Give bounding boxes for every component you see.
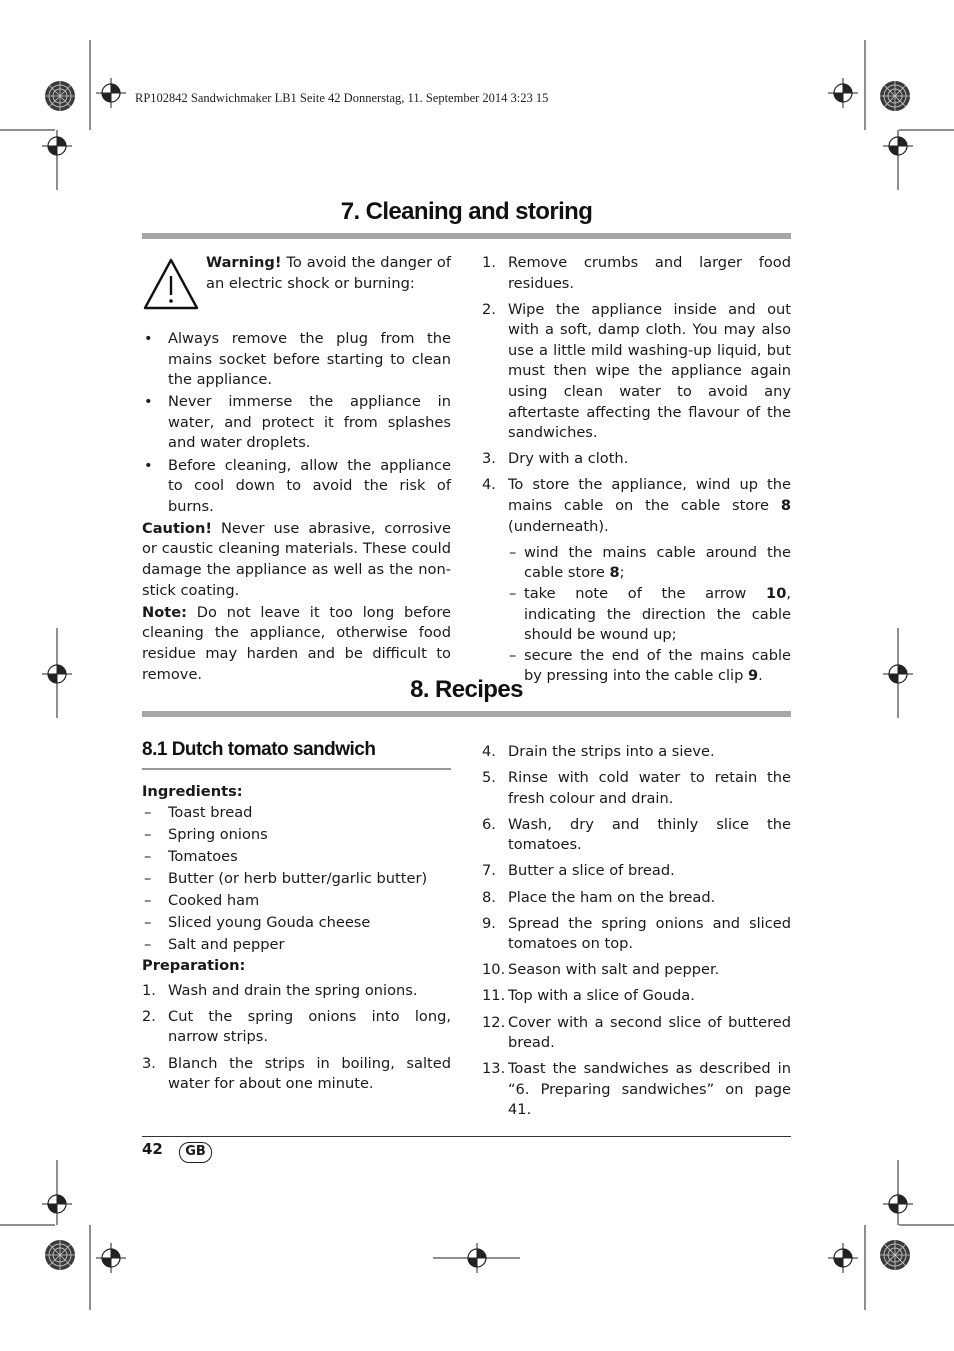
step-item: 1. Remove crumbs and larger food residues. [482,254,791,292]
section-rule [142,711,791,717]
section-title-recipes: 8. Recipes [410,676,523,703]
list-item: – Butter (or herb butter/garlic butter) [144,870,428,888]
registration-mark-icon [42,1189,72,1219]
footer-rule [142,1136,791,1137]
caution-paragraph: Caution! Never use abrasive, corrosive or caustic cleaning materials. These could damage the appliance as well as the non-stick coating. [142,519,451,599]
list-item: – Toast bread [144,804,253,822]
warning-label: Warning! [206,254,282,271]
step-item: 13. Toast the sandwiches as described in “6. Preparing sandwiches” on page 41. [482,1060,791,1119]
warning-text: Warning! To avoid the danger of an electric shock or burning: [206,254,451,292]
step-item: 5. Rinse with cold water to retain the fresh colour and drain. [482,769,791,807]
step-item: 2. Wipe the appliance inside and out with a soft, damp cloth. You may also use a little mild washing-up liquid, but must then wipe the appliance again using clean water to avoid any aftertaste affecting the flavour of the sandwiches. [482,300,791,442]
list-item: – take note of the arrow 10, indicating the direction the cable should be wound up; [509,584,791,644]
list-item: – secure the end of the mains cable by pressing into the cable clip 9. [509,646,791,685]
registration-mark-icon [42,131,72,161]
registration-mark-icon [883,659,913,689]
registration-mark-icon [96,78,126,108]
print-slug: RP102842 Sandwichmaker LB1 Seite 42 Donnerstag, 11. September 2014 3:23 15 [135,91,549,105]
note-paragraph: Note: Do not leave it too long before cleaning the appliance, otherwise food residue may harden and be difficult to remove. [142,603,451,683]
step-item: 3. Blanch the strips in boiling, salted water for about one minute. [142,1054,451,1093]
safety-bullet-list [142,329,451,517]
section-rule [142,233,791,239]
list-item: • Before cleaning, allow the appliance to cool down to avoid the risk of burns. [144,456,451,515]
step-item: 12. Cover with a second slice of buttered bread. [482,1013,791,1052]
list-item: – Spring onions [144,826,268,844]
cleaning-right-column [482,253,791,687]
step-item: 4. To store the appliance, wind up the mains cable on the cable store 8 (underneath). [482,476,791,535]
registration-mark-icon [828,1243,858,1273]
color-target-icon [880,1240,910,1270]
preparation-steps-right [482,742,791,1121]
step-item: 3. Dry with a cloth. [482,450,629,468]
color-target-icon [880,81,910,111]
language-badge: GB [179,1142,212,1163]
registration-mark-icon [96,1243,126,1273]
step-item: 1. Wash and drain the spring onions. [142,981,418,999]
list-item: – Tomatoes [144,848,238,866]
step-item: 7. Butter a slice of bread. [482,862,675,880]
cleaning-steps [482,253,791,537]
registration-mark-icon [42,659,72,689]
list-item: – Salt and pepper [144,936,285,954]
warning-triangle-icon [142,257,200,311]
cleaning-left-column [142,253,451,687]
registration-mark-icon [828,78,858,108]
list-item: • Never immerse the appliance in water, and protect it from splashes and water droplets. [144,393,451,452]
recipe-title: 8.1 Dutch tomato sandwich [142,740,451,770]
list-item: – Sliced young Gouda cheese [144,914,371,932]
list-item: – Cooked ham [144,892,260,910]
step-item: 4. Drain the strips into a sieve. [482,743,715,760]
step-item: 9. Spread the spring onions and sliced tomatoes on top. [482,914,791,953]
list-item: • Always remove the plug from the mains socket before starting to clean the appliance. [144,330,451,389]
step-item: 10. Season with salt and pepper. [482,961,720,979]
recipe-right-column [482,742,791,1127]
note-label: Note: [142,603,187,621]
preparation-heading: Preparation: [142,957,246,975]
registration-mark-icon [883,1189,913,1219]
ingredients-heading: Ingredients: [142,782,243,800]
ingredients-list [142,802,451,956]
recipe-left-column [142,740,451,1100]
warning-block [142,253,451,311]
registration-mark-icon [462,1243,492,1273]
preparation-steps-left [142,981,451,1095]
section-title-cleaning: 7. Cleaning and storing [340,198,593,225]
step-item: 11. Top with a slice of Gouda. [482,987,695,1005]
color-target-icon [45,81,75,111]
color-target-icon [45,1240,75,1270]
caution-label: Caution! [142,519,212,537]
step-item: 6. Wash, dry and thinly slice the tomatoes. [482,815,791,854]
step-item: 8. Place the ham on the bread. [482,888,716,906]
registration-mark-icon [883,131,913,161]
page-number: 42 [142,1140,163,1158]
list-item: – wind the mains cable around the cable store 8; [509,543,791,582]
step-item: 2. Cut the spring onions into long, narrow strips. [142,1007,451,1046]
storage-substeps [508,543,791,687]
